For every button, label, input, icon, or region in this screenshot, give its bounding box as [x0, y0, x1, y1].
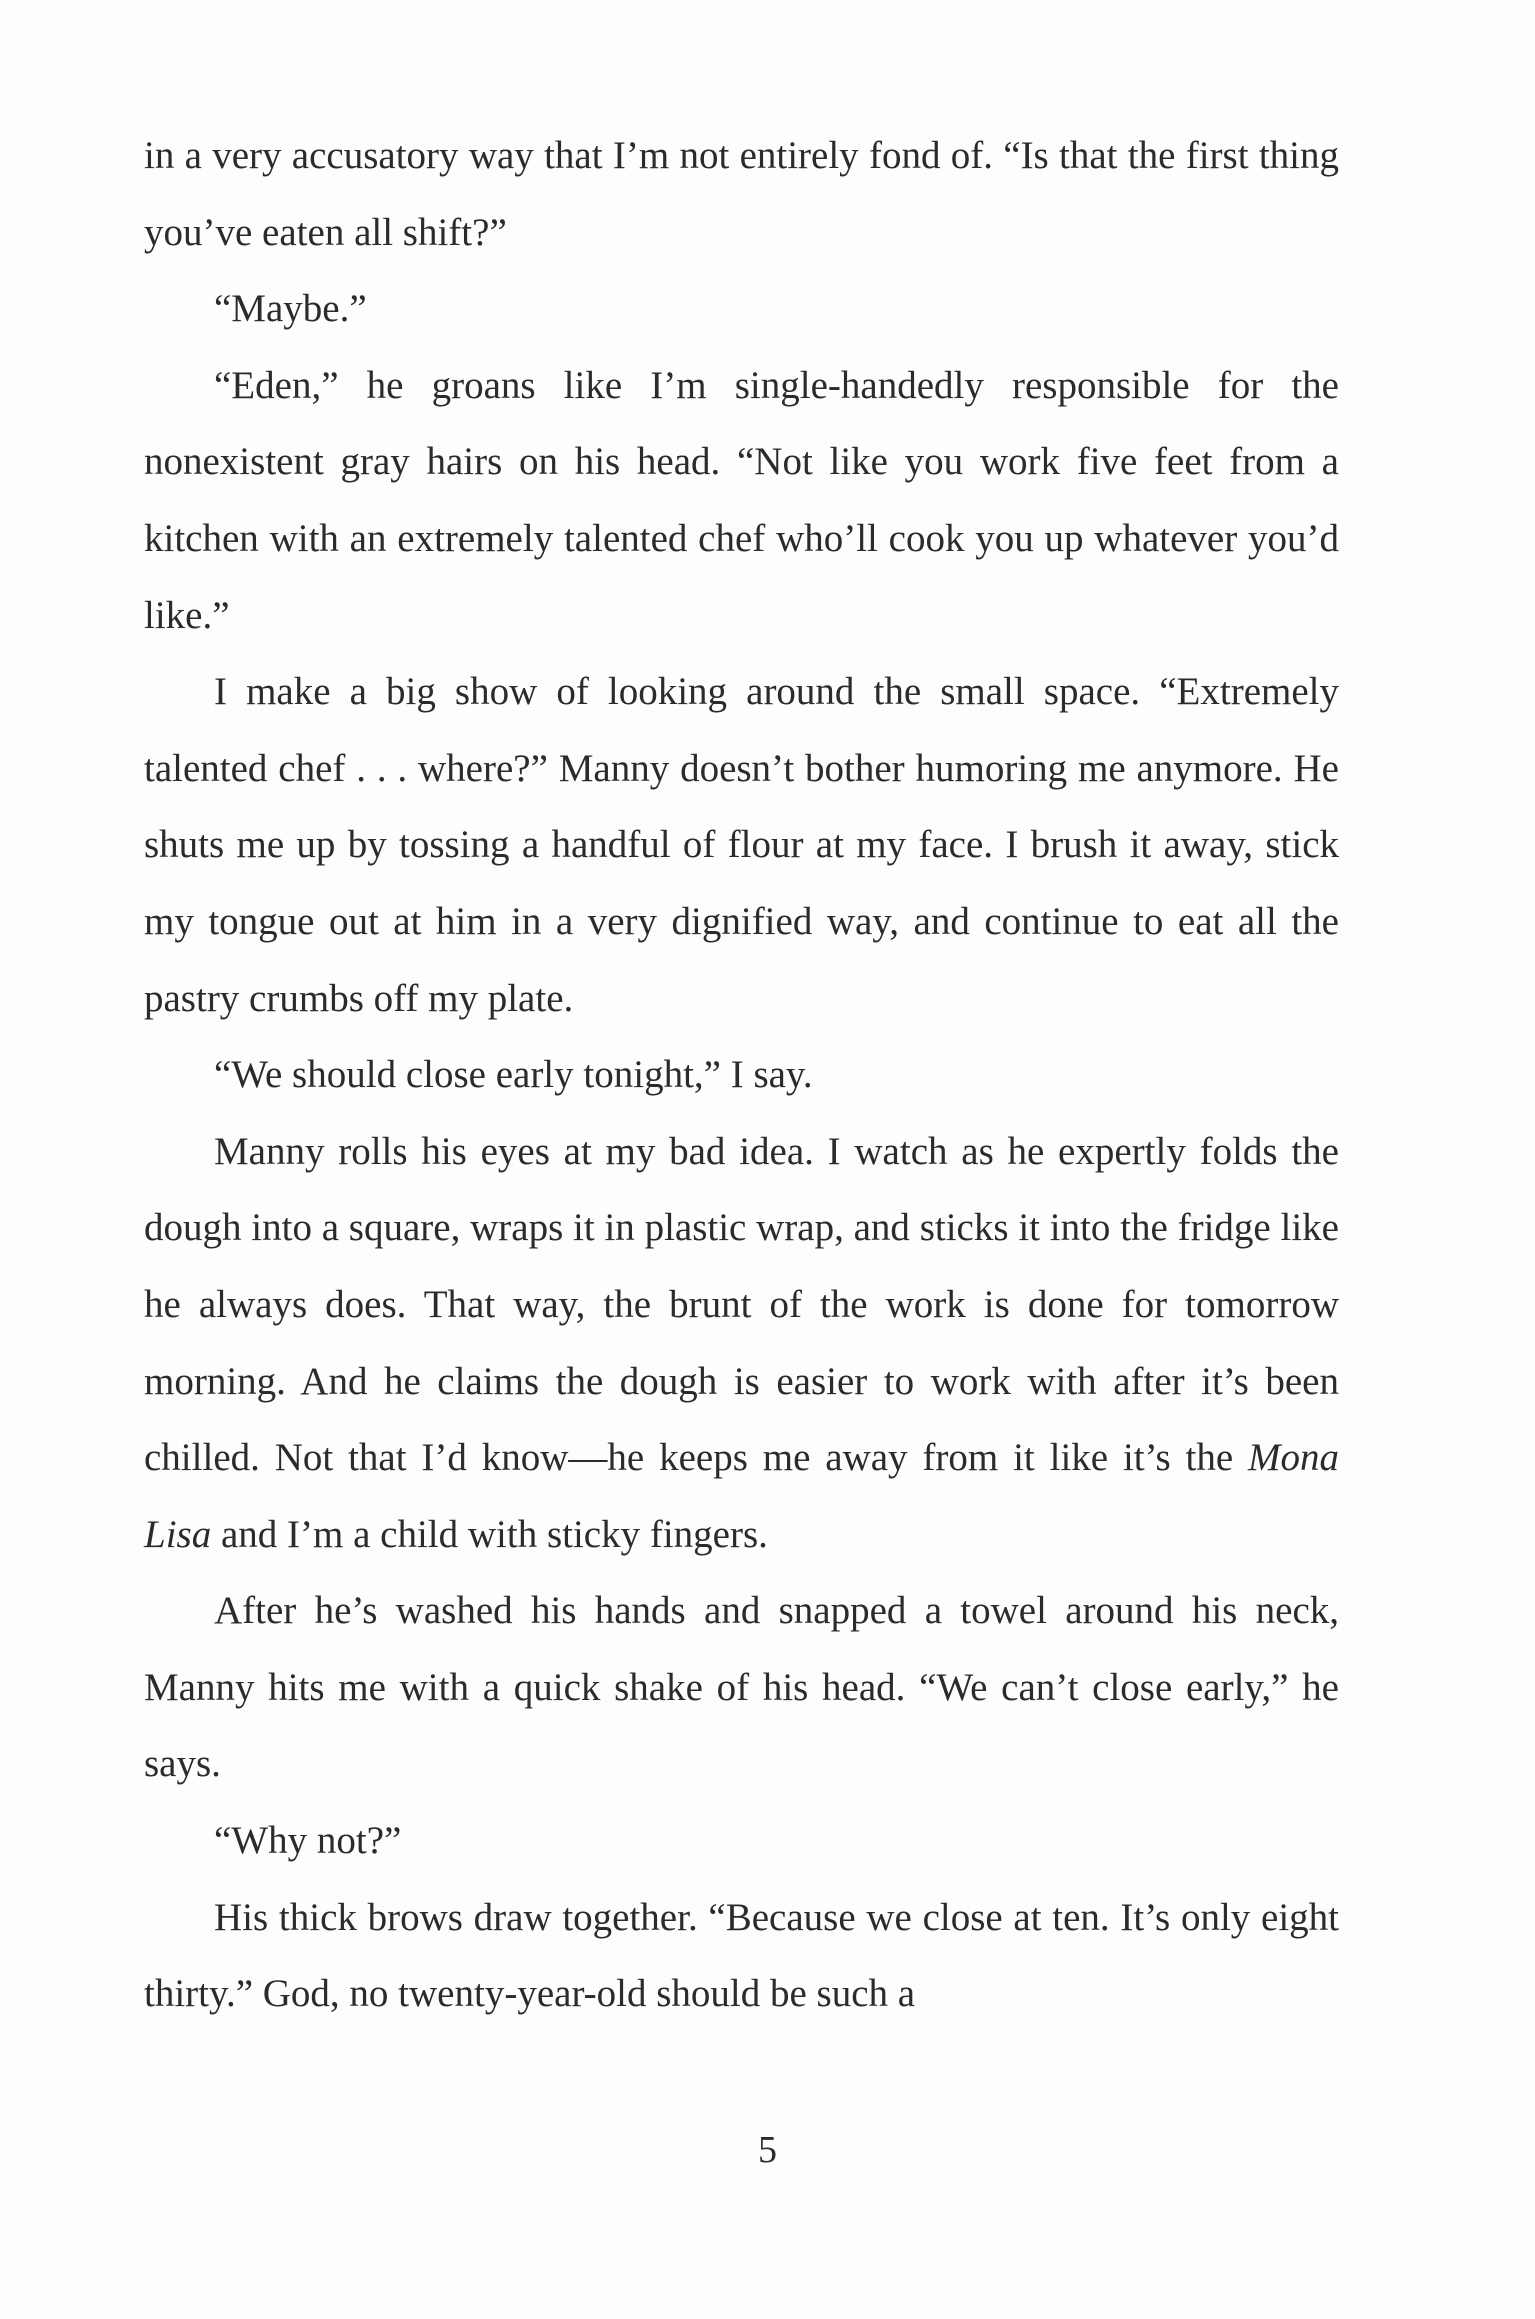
- paragraph-6: [144, 1114, 1339, 1574]
- paragraph-6-part-2: and I’m a child with sticky fingers.: [211, 1512, 768, 1556]
- italic-title: Mona Lisa: [144, 1436, 1339, 1556]
- paragraph-7: After he’s washed his hands and snapped a towel around his neck, Manny hits me with a quick shake of his head. “We can’t close early,” he says.: [144, 1589, 1339, 1786]
- page-number: 5: [758, 2129, 777, 2171]
- paragraph-2: “Maybe.”: [214, 287, 367, 331]
- paragraph-8: “Why not?”: [214, 1819, 402, 1863]
- paragraph-1: in a very accusatory way that I’m not entirely fond of. “Is that the first thing you’ve eaten all shift?”: [144, 134, 1339, 254]
- paragraph-5: “We should close early tonight,” I say.: [214, 1053, 813, 1097]
- paragraph-4: I make a big show of looking around the small space. “Extremely talented chef . . . where?” Manny doesn’t bother humoring me anymore. He shuts me up by tossing a handful of flour at my face. I brush it away, stick my tongue out at him in a very dignified way, and continue to eat all the pastry crumbs off my plate.: [144, 670, 1339, 1020]
- paragraph-3: “Eden,” he groans like I’m single-handedly responsible for the nonexistent gray hairs on his head. “Not like you work five feet from a kitchen with an extremely talented chef who’ll cook you up whatever you’d like.”: [144, 363, 1339, 637]
- paragraph-9: His thick brows draw together. “Because we close at ten. It’s only eight thirty.” God, no twenty-year-old should be such a: [144, 1895, 1339, 2016]
- body-text: [144, 118, 1339, 2033]
- paragraph-6-part-1: Manny rolls his eyes at my bad idea. I watch as he expertly folds the dough into a square, wraps it in plastic wrap, and sticks it into the fridge like he always does. That way, the brunt of the work is done for tomorrow morning. And he claims the dough is easier to work with after it’s been chilled. Not that I’d know—he keeps me away from it like it’s the: [144, 1129, 1339, 1480]
